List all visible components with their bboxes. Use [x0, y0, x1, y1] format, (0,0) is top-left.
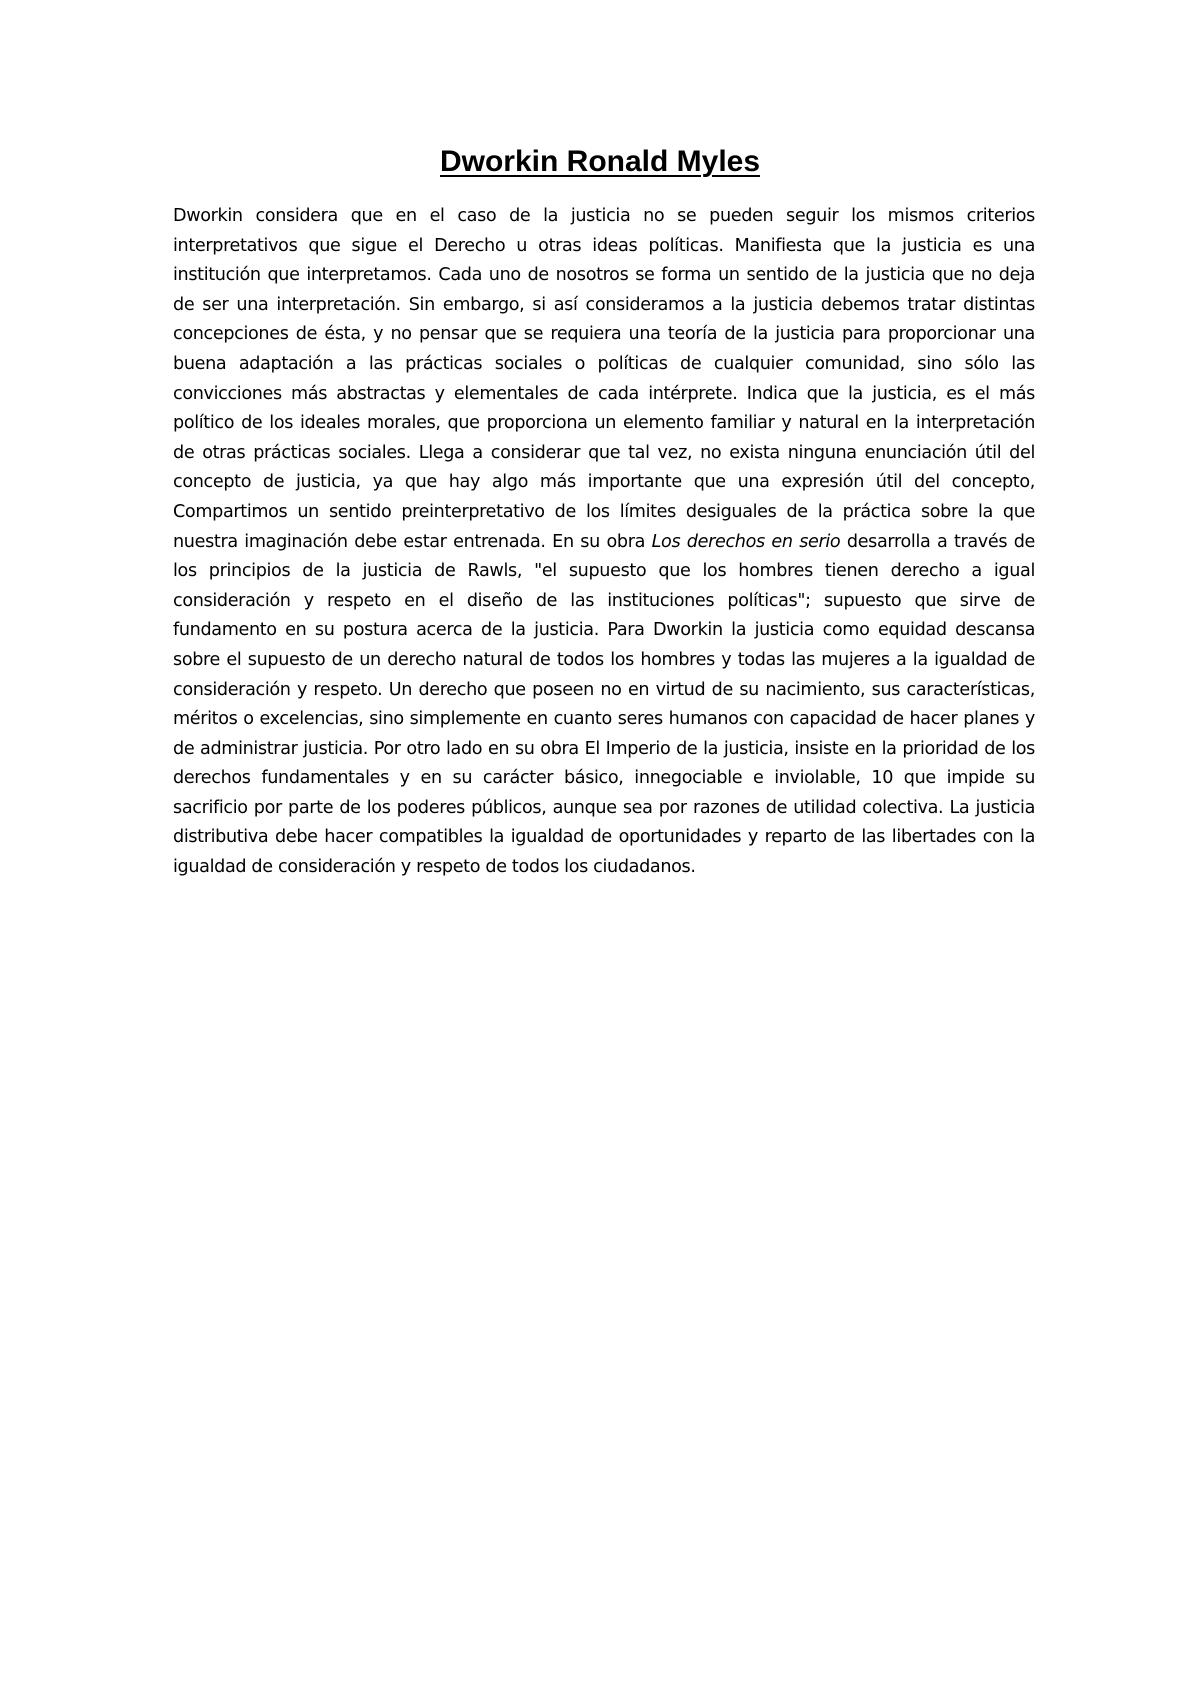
book-title-italic: Los derechos en serio: [651, 531, 841, 552]
paragraph-text-end: desarrolla a través de los principios de la justicia de Rawls, "el supuesto que los hombres tienen derecho a igual consideración y respeto en el diseño de las instituciones políticas"; supuesto que sirve de fundamento en su postura acerca de la justicia. Para Dworkin la justicia como equidad descansa sobre el supuesto de un derecho natural de todos los hombres y todas las mujeres a la igualdad de consideración y respeto. Un derecho que poseen no en virtud de su nacimiento, sus características, méritos o excelencias, sino simplemente en cuanto seres humanos con capacidad de hacer planes y de administrar justicia. Por otro lado en su obra El Imperio de la justicia, insiste en la prioridad de los derechos fundamentales y en su carácter básico, innegociable e inviolable, 10 que impide su sacrificio por parte de los poderes públicos, aunque sea por razones de utilidad colectiva. La justicia distributiva debe hacer compatibles la igualdad de oportunidades y reparto de las libertades con la igualdad de consideración y respeto de todos los ciudadanos.: [173, 531, 1035, 878]
document-title: Dworkin Ronald Myles: [439, 145, 761, 178]
paragraph-text-start: Dworkin considera que en el caso de la justicia no se pueden seguir los mismos criterios interpretativos que sigue el Derecho u otras ideas políticas. Manifiesta que la justicia es una institución que interpretamos. Cada uno de nosotros se forma un sentido de la justicia que no deja de ser una interpretación. Sin embargo, si así consideramos a la justicia debemos tratar distintas concepciones de ésta, y no pensar que se requiera una teoría de la justicia para proporcionar una buena adaptación a las prácticas sociales o políticas de cualquier comunidad, sino sólo las convicciones más abstractas y elementales de cada intérprete. Indica que la justicia, es el más político de los ideales morales, que proporciona un elemento familiar y natural en la interpretación de otras prácticas sociales. Llega a considerar que tal vez, no exista ninguna enunciación útil del concepto de justicia, ya que hay algo más importante que una expresión útil del concepto, Compartimos un sentido preinterpretativo de los límites desiguales de la práctica sobre la que nuestra imaginación debe estar entrenada. En su obra: [173, 206, 1035, 552]
body-paragraph: [173, 202, 1035, 883]
